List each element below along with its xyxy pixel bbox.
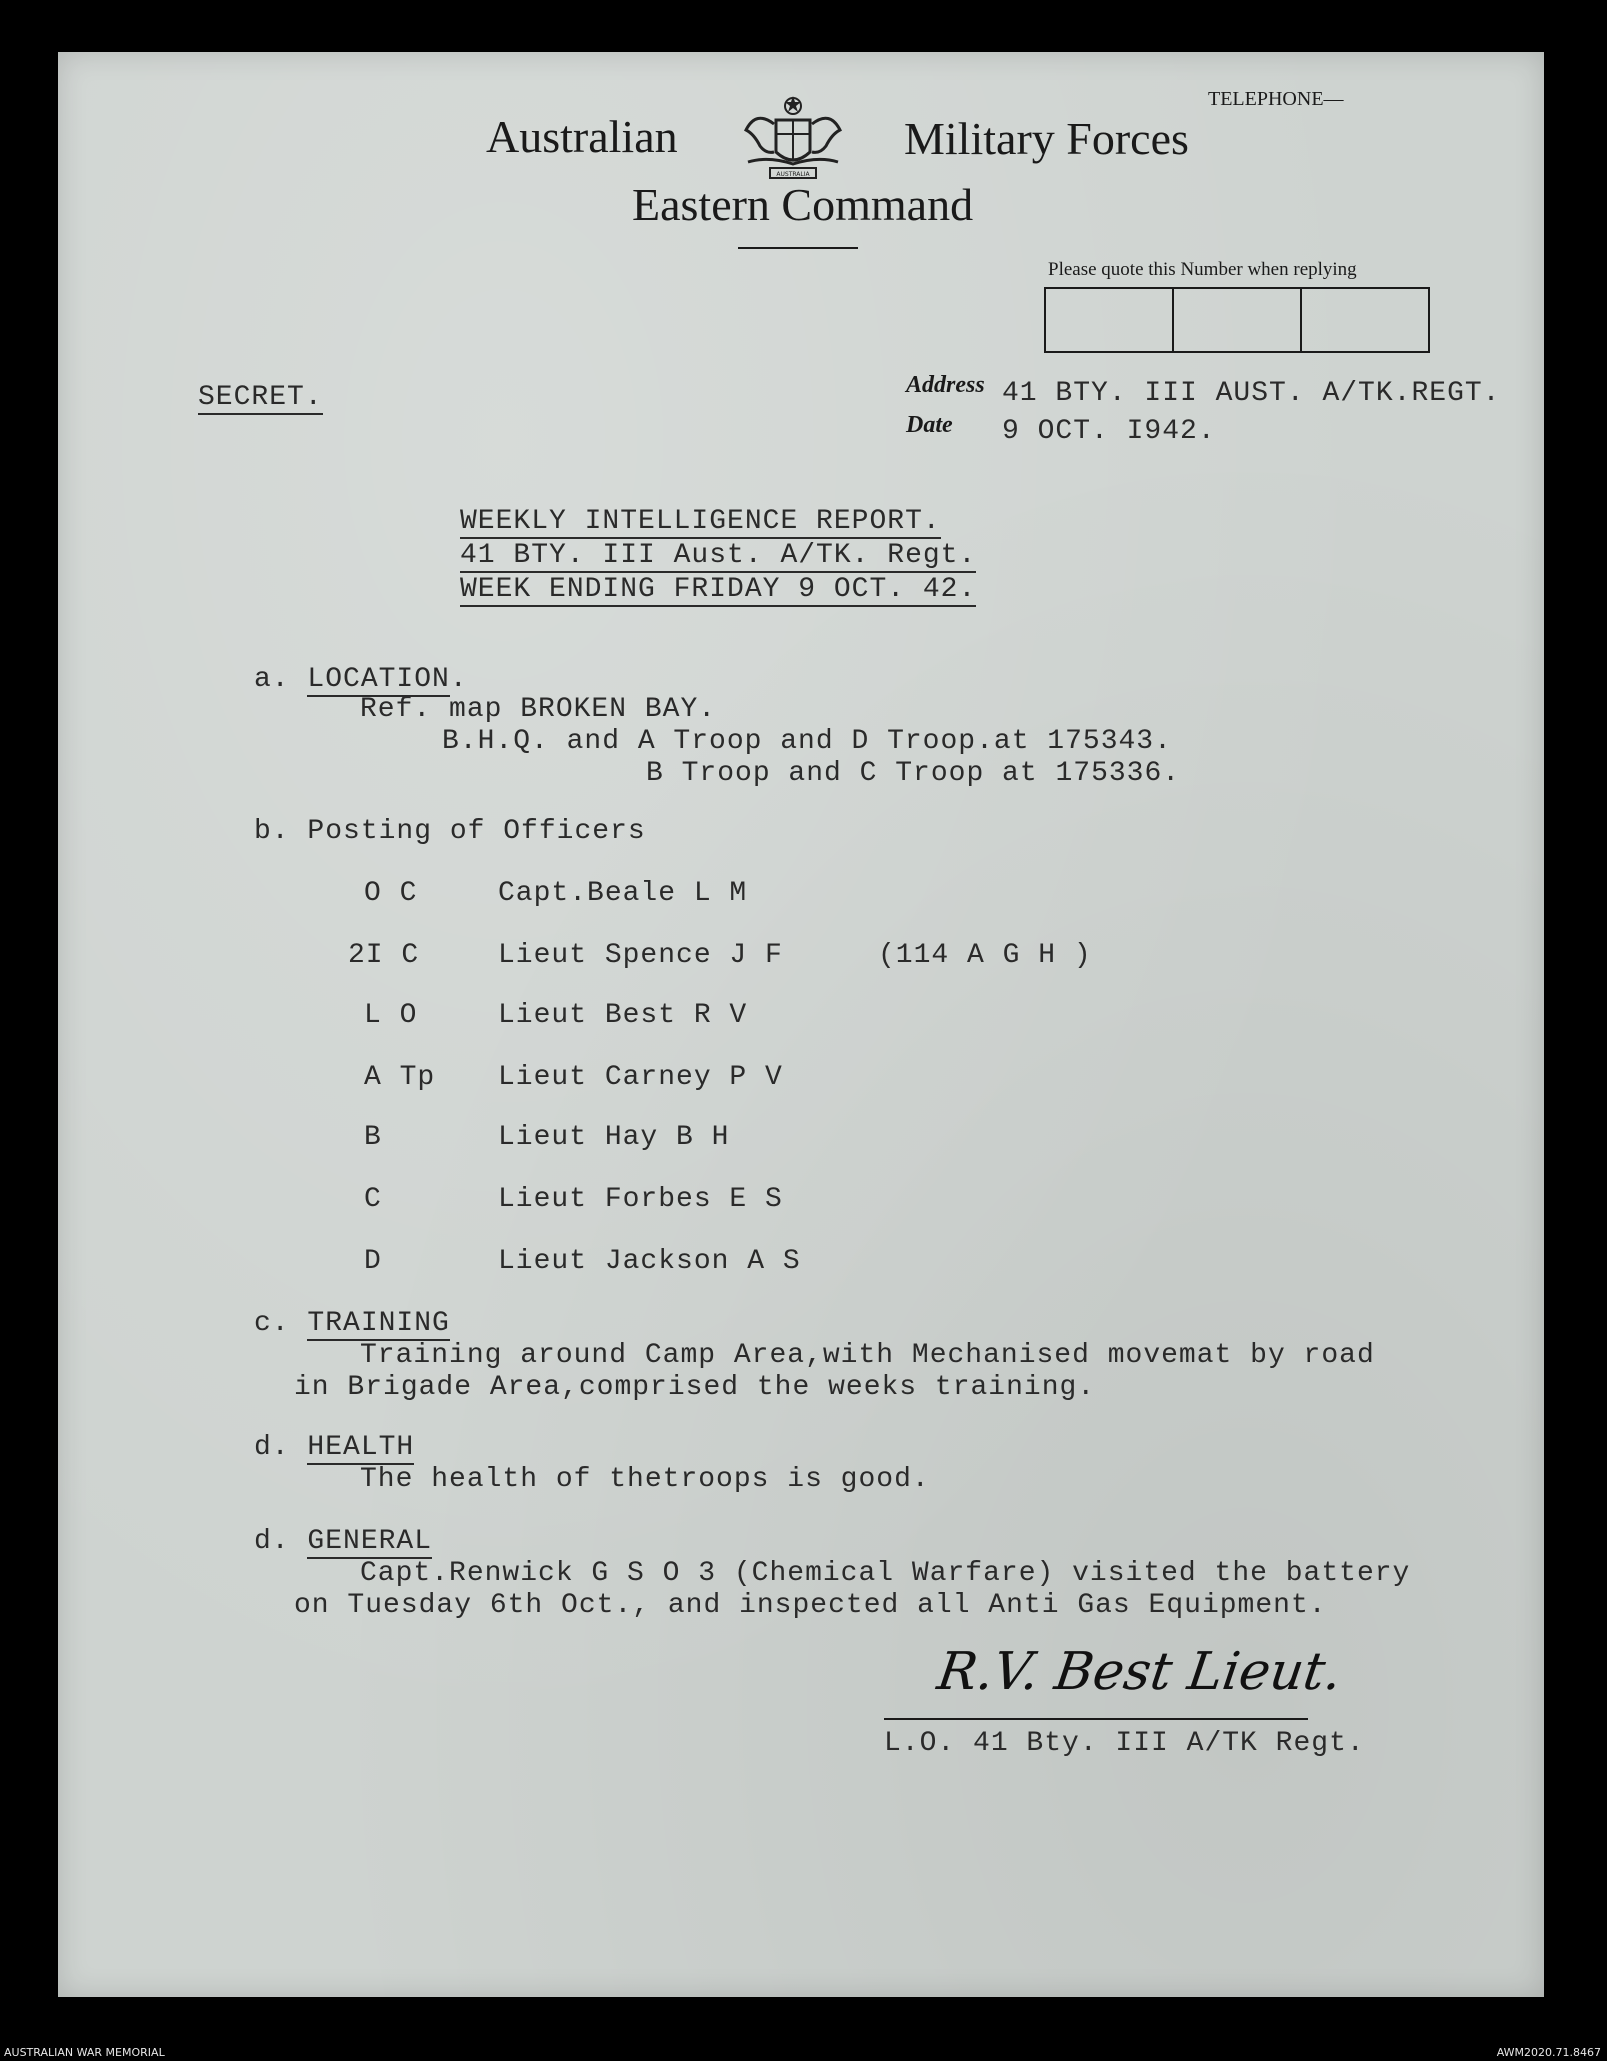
archive-id: AWM2020.71.8467 [1496,2046,1601,2059]
officer-name: Lieut Best R V [498,1000,748,1031]
report-title-line-1: WEEKLY INTELLIGENCE REPORT. [460,506,941,537]
section-prefix: d. [254,1526,290,1557]
officer-role: L O [364,1000,418,1031]
officer-role: D [364,1246,382,1277]
svg-text:AUSTRALIA: AUSTRALIA [776,171,810,178]
section-prefix: b. [254,816,290,847]
section-prefix: d. [254,1432,290,1463]
training-heading: TRAINING [307,1308,450,1339]
location-line: Ref. map BROKEN BAY. [360,694,717,725]
health-heading: HEALTH [307,1432,415,1463]
reference-number-box [1044,287,1430,353]
reference-cell [1046,289,1174,351]
officer-note: (114 A G H ) [878,940,1092,971]
officer-role: O C [364,878,418,909]
training-line: in Brigade Area,comprised the weeks training. [294,1372,1096,1403]
letterhead-left-title: Australian [486,111,678,162]
report-title-line-2: 41 BTY. III Aust. A/TK. Regt. [460,540,977,571]
officer-name: Lieut Carney P V [498,1062,783,1093]
address-label: Address [906,372,985,398]
location-line: B Troop and C Troop at 175336. [646,758,1181,789]
general-heading: GENERAL [307,1526,433,1557]
signature-rule [884,1718,1308,1720]
archive-credit: AUSTRALIAN WAR MEMORIAL [4,2046,165,2059]
general-section-heading [254,1526,432,1557]
officer-name: Lieut Jackson A S [498,1246,801,1277]
health-line: The health of thetroops is good. [360,1464,930,1495]
location-heading: LOCATION [307,664,450,695]
general-line: on Tuesday 6th Oct., and inspected all Anti Gas Equipment. [294,1590,1327,1621]
reference-cell [1174,289,1302,351]
officer-name: Lieut Hay B H [498,1122,730,1153]
location-line: B.H.Q. and A Troop and D Troop.at 175343. [442,726,1172,757]
training-line: Training around Camp Area,with Mechanised movemat by road [360,1340,1375,1371]
letterhead-right-title: Military Forces [904,113,1189,164]
signature-typed-line: L.O. 41 Bty. III A/TK Regt. [884,1728,1365,1759]
officer-name: Capt.Beale L M [498,878,748,909]
general-line: Capt.Renwick G S O 3 (Chemical Warfare) visited the battery [360,1558,1411,1589]
location-section-heading [254,664,468,695]
date-label: Date [906,412,953,438]
officer-role: 2I C [348,940,420,971]
officer-role: B [364,1122,382,1153]
date-value: 9 OCT. I942. [1002,416,1216,447]
letterhead-command: Eastern Command [632,179,974,230]
officer-name: Lieut Spence J F [498,940,783,971]
section-prefix: a. [254,664,290,695]
section-prefix: c. [254,1308,290,1339]
letterhead-rule [738,247,858,249]
report-title-line-3: WEEK ENDING FRIDAY 9 OCT. 42. [460,574,977,605]
officer-role: A Tp [364,1062,436,1093]
officer-name: Lieut Forbes E S [498,1184,783,1215]
posting-section-heading [254,816,646,847]
document-page [58,52,1544,1997]
heading-trail: . [449,664,468,695]
posting-heading: Posting of Officers [307,816,646,847]
address-value: 41 BTY. III AUST. A/TK.REGT. [1002,378,1501,409]
telephone-label: TELEPHONE— [1208,88,1344,110]
coat-of-arms-icon [738,90,848,188]
training-section-heading [254,1308,450,1339]
quote-number-label: Please quote this Number when replying [1048,259,1357,280]
reference-cell [1302,289,1428,351]
handwritten-signature: R.V. Best Lieut. [933,1642,1346,1702]
health-section-heading [254,1432,414,1463]
classification-label: SECRET. [198,382,323,413]
officer-role: C [364,1184,382,1215]
